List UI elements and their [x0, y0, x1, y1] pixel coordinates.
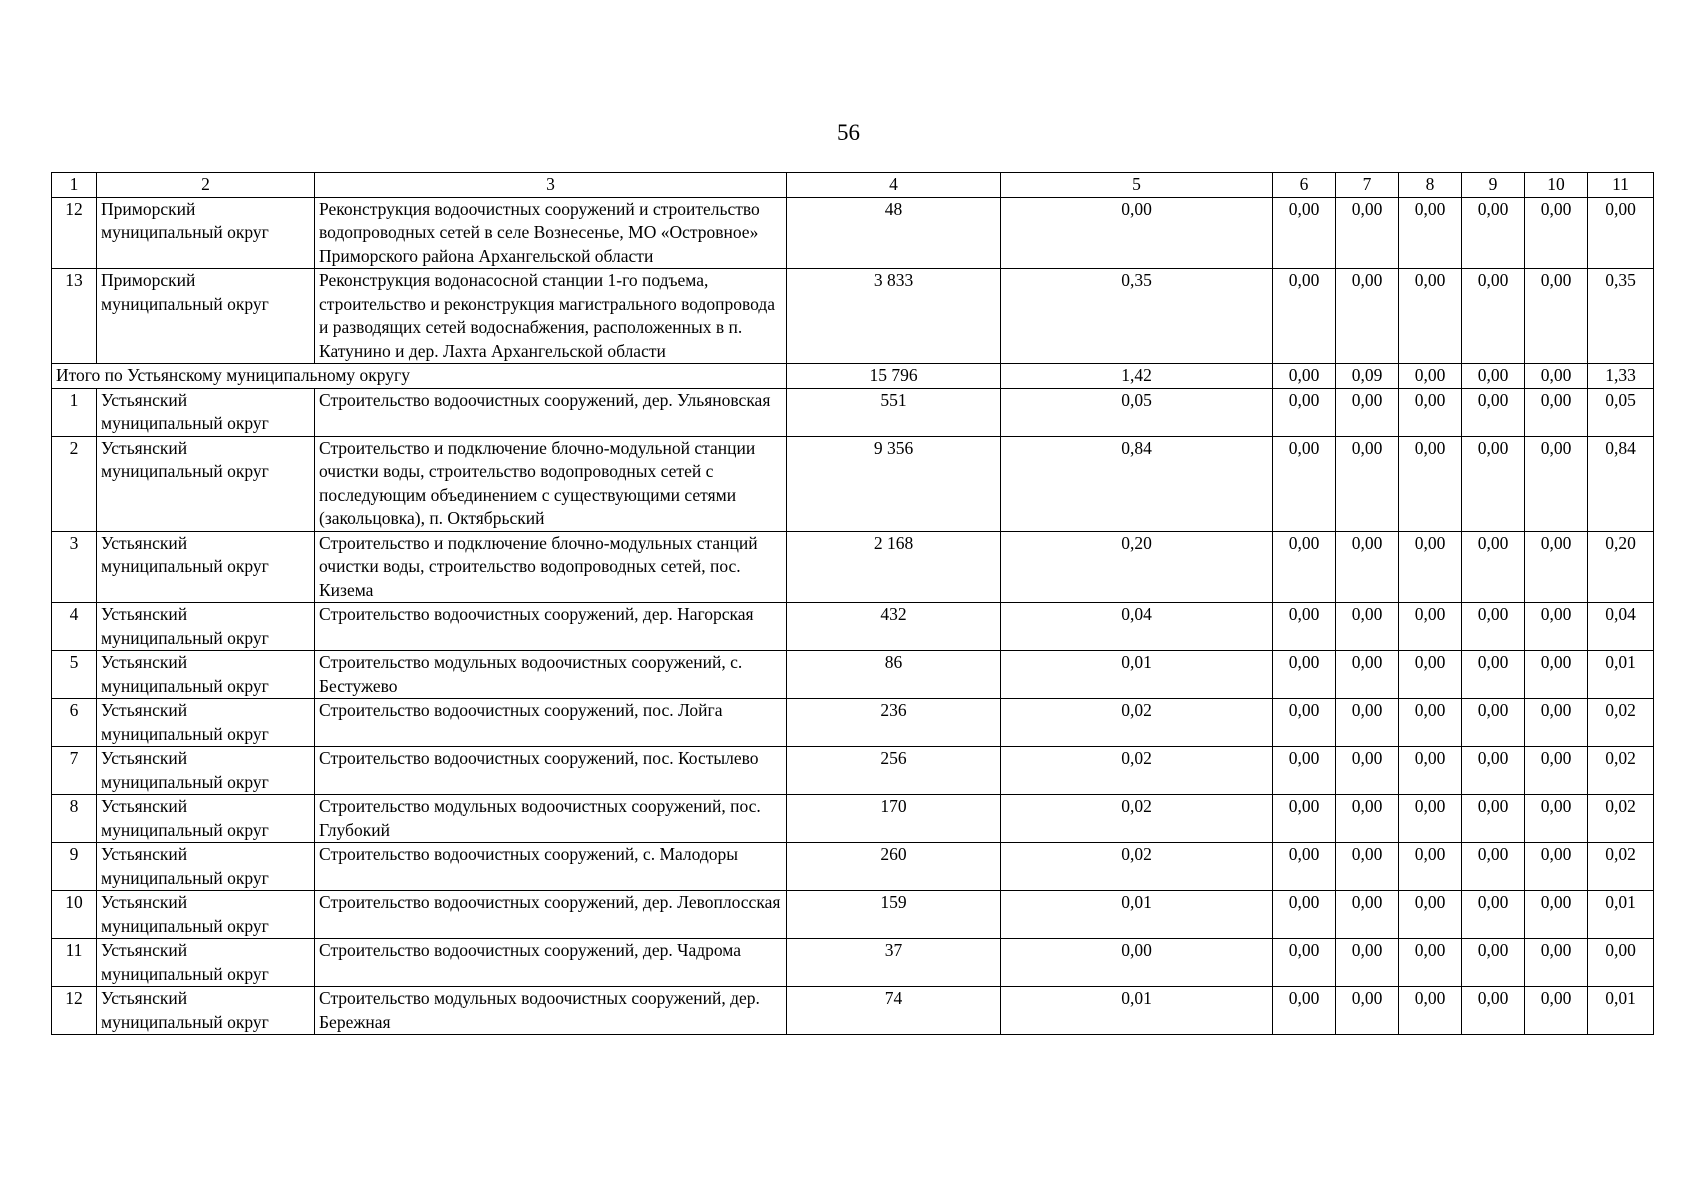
header-cell: 3 [315, 173, 787, 198]
project-description: Строительство водоочистных сооружений, пос. Костылево [315, 747, 787, 795]
value-c4: 432 [787, 603, 1001, 651]
district-name: Устьянский муниципальный округ [97, 795, 315, 843]
value-c11: 0,01 [1588, 891, 1654, 939]
value-c4: 48 [787, 197, 1001, 269]
district-name: Устьянский муниципальный округ [97, 891, 315, 939]
value-c10: 0,00 [1525, 939, 1588, 987]
table-row [52, 891, 1654, 939]
value-c4: 236 [787, 699, 1001, 747]
table-row [52, 603, 1654, 651]
project-description: Строительство водоочистных сооружений, дер. Левоплосская [315, 891, 787, 939]
value-c6: 0,00 [1273, 197, 1336, 269]
value-c8: 0,00 [1399, 939, 1462, 987]
table-row [52, 269, 1654, 364]
value-c10: 0,00 [1525, 987, 1588, 1035]
value-c9: 0,00 [1462, 364, 1525, 389]
row-number: 10 [52, 891, 97, 939]
value-c10: 0,00 [1525, 891, 1588, 939]
value-c4: 9 356 [787, 436, 1001, 531]
value-c6: 0,00 [1273, 843, 1336, 891]
table-row [52, 651, 1654, 699]
value-c6: 0,00 [1273, 747, 1336, 795]
project-description: Строительство водоочистных сооружений, с. Малодоры [315, 843, 787, 891]
value-c6: 0,00 [1273, 699, 1336, 747]
total-label: Итого по Устьянскому муниципальному округу [52, 364, 787, 389]
value-c11: 0,02 [1588, 843, 1654, 891]
value-c7: 0,00 [1336, 269, 1399, 364]
project-description: Строительство водоочистных сооружений, дер. Ульяновская [315, 388, 787, 436]
value-c10: 0,00 [1525, 795, 1588, 843]
project-description: Строительство модульных водоочистных сооружений, пос. Глубокий [315, 795, 787, 843]
value-c7: 0,00 [1336, 651, 1399, 699]
row-number: 11 [52, 939, 97, 987]
value-c11: 0,04 [1588, 603, 1654, 651]
value-c8: 0,00 [1399, 795, 1462, 843]
value-c11: 0,00 [1588, 939, 1654, 987]
header-cell: 7 [1336, 173, 1399, 198]
value-c11: 0,35 [1588, 269, 1654, 364]
project-description: Строительство водоочистных сооружений, пос. Лойга [315, 699, 787, 747]
project-description: Строительство модульных водоочистных сооружений, дер. Бережная [315, 987, 787, 1035]
value-c5: 0,01 [1001, 651, 1273, 699]
value-c7: 0,00 [1336, 197, 1399, 269]
header-cell: 8 [1399, 173, 1462, 198]
value-c8: 0,00 [1399, 891, 1462, 939]
value-c4: 256 [787, 747, 1001, 795]
value-c10: 0,00 [1525, 269, 1588, 364]
value-c5: 0,04 [1001, 603, 1273, 651]
project-description: Строительство водоочистных сооружений, дер. Чадрома [315, 939, 787, 987]
value-c4: 37 [787, 939, 1001, 987]
value-c11: 0,02 [1588, 699, 1654, 747]
value-c8: 0,00 [1399, 651, 1462, 699]
value-c8: 0,00 [1399, 531, 1462, 603]
value-c7: 0,00 [1336, 603, 1399, 651]
value-c6: 0,00 [1273, 531, 1336, 603]
value-c8: 0,00 [1399, 388, 1462, 436]
district-name: Приморский муниципальный округ [97, 197, 315, 269]
value-c8: 0,00 [1399, 364, 1462, 389]
row-number: 13 [52, 269, 97, 364]
value-c11: 0,84 [1588, 436, 1654, 531]
value-c5: 0,02 [1001, 843, 1273, 891]
project-description: Строительство и подключение блочно-модульных станций очистки воды, строительство водопроводных сетей, пос. Кизема [315, 531, 787, 603]
value-c9: 0,00 [1462, 795, 1525, 843]
value-c9: 0,00 [1462, 699, 1525, 747]
value-c9: 0,00 [1462, 843, 1525, 891]
value-c5: 1,42 [1001, 364, 1273, 389]
value-c7: 0,00 [1336, 939, 1399, 987]
header-cell: 6 [1273, 173, 1336, 198]
row-number: 12 [52, 987, 97, 1035]
value-c4: 170 [787, 795, 1001, 843]
value-c10: 0,00 [1525, 436, 1588, 531]
value-c7: 0,00 [1336, 795, 1399, 843]
row-number: 2 [52, 436, 97, 531]
value-c7: 0,00 [1336, 388, 1399, 436]
row-number: 8 [52, 795, 97, 843]
table-row [52, 987, 1654, 1035]
value-c6: 0,00 [1273, 939, 1336, 987]
value-c5: 0,35 [1001, 269, 1273, 364]
value-c11: 0,00 [1588, 197, 1654, 269]
value-c9: 0,00 [1462, 747, 1525, 795]
value-c7: 0,00 [1336, 531, 1399, 603]
value-c11: 1,33 [1588, 364, 1654, 389]
value-c6: 0,00 [1273, 603, 1336, 651]
value-c7: 0,00 [1336, 436, 1399, 531]
value-c11: 0,01 [1588, 987, 1654, 1035]
value-c5: 0,00 [1001, 197, 1273, 269]
header-cell: 4 [787, 173, 1001, 198]
header-cell: 2 [97, 173, 315, 198]
table-row [52, 388, 1654, 436]
value-c5: 0,02 [1001, 795, 1273, 843]
value-c10: 0,00 [1525, 531, 1588, 603]
table-row [52, 843, 1654, 891]
value-c4: 86 [787, 651, 1001, 699]
table-row [52, 699, 1654, 747]
value-c4: 260 [787, 843, 1001, 891]
value-c9: 0,00 [1462, 987, 1525, 1035]
district-name: Устьянский муниципальный округ [97, 388, 315, 436]
project-description: Реконструкция водонасосной станции 1-го подъема, строительство и реконструкция магистрального водопровода и разводящих сетей водоснабжения, расположенных в п. Катунино и дер. Лахта Архангельской области [315, 269, 787, 364]
row-number: 6 [52, 699, 97, 747]
value-c7: 0,00 [1336, 747, 1399, 795]
value-c10: 0,00 [1525, 364, 1588, 389]
district-name: Устьянский муниципальный округ [97, 531, 315, 603]
value-c10: 0,00 [1525, 388, 1588, 436]
value-c9: 0,00 [1462, 436, 1525, 531]
value-c9: 0,00 [1462, 197, 1525, 269]
table-row [52, 747, 1654, 795]
district-name: Устьянский муниципальный округ [97, 987, 315, 1035]
value-c10: 0,00 [1525, 651, 1588, 699]
district-name: Устьянский муниципальный округ [97, 651, 315, 699]
district-name: Устьянский муниципальный округ [97, 436, 315, 531]
value-c6: 0,00 [1273, 269, 1336, 364]
value-c11: 0,05 [1588, 388, 1654, 436]
project-description: Реконструкция водоочистных сооружений и строительство водопроводных сетей в селе Вознесенье, МО «Островное» Приморского района Архангельской области [315, 197, 787, 269]
value-c10: 0,00 [1525, 603, 1588, 651]
value-c4: 2 168 [787, 531, 1001, 603]
value-c6: 0,00 [1273, 436, 1336, 531]
value-c11: 0,02 [1588, 747, 1654, 795]
project-description: Строительство водоочистных сооружений, дер. Нагорская [315, 603, 787, 651]
value-c10: 0,00 [1525, 843, 1588, 891]
value-c8: 0,00 [1399, 747, 1462, 795]
row-number: 1 [52, 388, 97, 436]
table-row [52, 531, 1654, 603]
value-c6: 0,00 [1273, 891, 1336, 939]
value-c5: 0,05 [1001, 388, 1273, 436]
value-c7: 0,00 [1336, 891, 1399, 939]
table-row [52, 197, 1654, 269]
value-c4: 15 796 [787, 364, 1001, 389]
value-c6: 0,00 [1273, 795, 1336, 843]
page-number: 56 [837, 120, 860, 145]
value-c8: 0,00 [1399, 987, 1462, 1035]
value-c8: 0,00 [1399, 843, 1462, 891]
row-number: 3 [52, 531, 97, 603]
table-row [52, 436, 1654, 531]
header-cell: 9 [1462, 173, 1525, 198]
header-cell: 11 [1588, 173, 1654, 198]
value-c9: 0,00 [1462, 891, 1525, 939]
value-c11: 0,20 [1588, 531, 1654, 603]
value-c4: 3 833 [787, 269, 1001, 364]
value-c10: 0,00 [1525, 197, 1588, 269]
value-c9: 0,00 [1462, 531, 1525, 603]
data-table [51, 172, 1654, 1035]
value-c5: 0,84 [1001, 436, 1273, 531]
value-c8: 0,00 [1399, 603, 1462, 651]
project-description: Строительство и подключение блочно-модульной станции очистки воды, строительство водопроводных сетей с последующим объединением с существующими сетями (закольцовка), п. Октябрьский [315, 436, 787, 531]
value-c7: 0,00 [1336, 699, 1399, 747]
table-row [52, 795, 1654, 843]
value-c11: 0,01 [1588, 651, 1654, 699]
value-c5: 0,00 [1001, 939, 1273, 987]
value-c8: 0,00 [1399, 197, 1462, 269]
value-c7: 0,09 [1336, 364, 1399, 389]
row-number: 4 [52, 603, 97, 651]
table-body [52, 173, 1654, 1035]
value-c10: 0,00 [1525, 699, 1588, 747]
value-c5: 0,02 [1001, 747, 1273, 795]
value-c10: 0,00 [1525, 747, 1588, 795]
header-cell: 1 [52, 173, 97, 198]
value-c6: 0,00 [1273, 388, 1336, 436]
header-cell: 10 [1525, 173, 1588, 198]
value-c6: 0,00 [1273, 987, 1336, 1035]
value-c7: 0,00 [1336, 987, 1399, 1035]
value-c6: 0,00 [1273, 651, 1336, 699]
district-name: Устьянский муниципальный округ [97, 699, 315, 747]
total-row [52, 364, 1654, 389]
row-number: 5 [52, 651, 97, 699]
header-cell: 5 [1001, 173, 1273, 198]
value-c7: 0,00 [1336, 843, 1399, 891]
row-number: 7 [52, 747, 97, 795]
project-description: Строительство модульных водоочистных сооружений, с. Бестужево [315, 651, 787, 699]
value-c4: 74 [787, 987, 1001, 1035]
value-c9: 0,00 [1462, 269, 1525, 364]
value-c9: 0,00 [1462, 651, 1525, 699]
value-c5: 0,01 [1001, 891, 1273, 939]
district-name: Приморский муниципальный округ [97, 269, 315, 364]
value-c5: 0,01 [1001, 987, 1273, 1035]
district-name: Устьянский муниципальный округ [97, 939, 315, 987]
value-c8: 0,00 [1399, 436, 1462, 531]
value-c4: 551 [787, 388, 1001, 436]
row-number: 12 [52, 197, 97, 269]
value-c9: 0,00 [1462, 388, 1525, 436]
district-name: Устьянский муниципальный округ [97, 747, 315, 795]
district-name: Устьянский муниципальный округ [97, 603, 315, 651]
value-c9: 0,00 [1462, 939, 1525, 987]
value-c8: 0,00 [1399, 269, 1462, 364]
district-name: Устьянский муниципальный округ [97, 843, 315, 891]
table-header-row [52, 173, 1654, 198]
value-c5: 0,02 [1001, 699, 1273, 747]
value-c6: 0,00 [1273, 364, 1336, 389]
value-c4: 159 [787, 891, 1001, 939]
row-number: 9 [52, 843, 97, 891]
value-c5: 0,20 [1001, 531, 1273, 603]
value-c11: 0,02 [1588, 795, 1654, 843]
value-c8: 0,00 [1399, 699, 1462, 747]
table-row [52, 939, 1654, 987]
value-c9: 0,00 [1462, 603, 1525, 651]
